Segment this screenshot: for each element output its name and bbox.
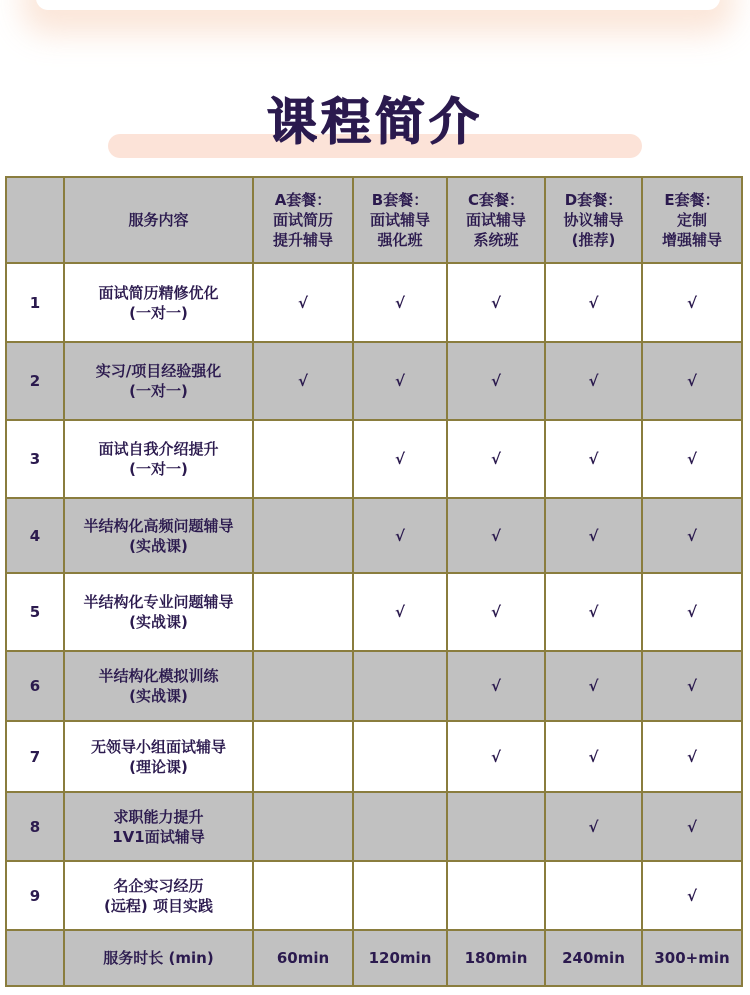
duration-row <box>6 930 742 986</box>
table-row <box>6 861 742 930</box>
service-line: (一对一) <box>129 303 188 322</box>
table-header-row <box>6 177 742 263</box>
header-line: (推荐) <box>571 231 616 249</box>
row-number: 6 <box>6 651 64 721</box>
header-line: A套餐： <box>274 191 332 209</box>
check-cell: √ <box>642 861 742 930</box>
check-cell <box>253 721 353 792</box>
header-line: 定制 <box>676 211 707 229</box>
table-row <box>6 498 742 573</box>
check-cell: √ <box>353 263 447 342</box>
check-cell: √ <box>545 573 642 651</box>
service-line: 1V1面试辅导 <box>112 827 205 846</box>
duration-cell: 240min <box>545 930 642 986</box>
course-table <box>5 176 743 987</box>
service-cell <box>64 498 253 573</box>
service-line: (一对一) <box>129 460 188 478</box>
check-cell: √ <box>545 342 642 420</box>
check-cell <box>253 573 353 651</box>
header-package-c <box>447 177 545 263</box>
check-cell: √ <box>447 263 545 342</box>
service-cell <box>64 861 253 930</box>
check-cell: √ <box>642 498 742 573</box>
service-cell <box>64 263 253 342</box>
header-line: 面试简历 <box>272 211 333 229</box>
table-row <box>6 420 742 498</box>
check-cell: √ <box>642 420 742 498</box>
service-line: (理论课) <box>129 757 188 776</box>
table-row <box>6 342 742 420</box>
check-cell <box>353 792 447 861</box>
row-number: 8 <box>6 792 64 861</box>
service-line: 面试简历精修优化 <box>98 283 219 302</box>
check-cell: √ <box>545 651 642 721</box>
header-line: 协议辅导 <box>563 211 624 229</box>
check-cell: √ <box>642 573 742 651</box>
header-package-d <box>545 177 642 263</box>
service-line: 半结构化高频问题辅导 <box>83 516 234 535</box>
header-line: E套餐： <box>664 191 720 209</box>
duration-cell: 300+min <box>642 930 742 986</box>
header-line: 系统班 <box>473 231 519 249</box>
service-line: 面试自我介绍提升 <box>98 440 219 458</box>
check-cell: √ <box>253 342 353 420</box>
service-line: (实战课) <box>129 687 188 705</box>
header-line: 面试辅导 <box>465 211 526 229</box>
header-service-cell: 服务内容 <box>64 177 253 263</box>
check-cell: √ <box>545 721 642 792</box>
check-cell <box>545 861 642 930</box>
check-cell: √ <box>642 792 742 861</box>
header-line: 面试辅导 <box>369 211 430 229</box>
table-row <box>6 263 742 342</box>
row-number: 7 <box>6 721 64 792</box>
check-cell: √ <box>642 651 742 721</box>
check-cell: √ <box>447 573 545 651</box>
row-number: 2 <box>6 342 64 420</box>
table-row <box>6 573 742 651</box>
service-line: (远程) 项目实践 <box>104 896 213 915</box>
check-cell <box>353 861 447 930</box>
row-number: 1 <box>6 263 64 342</box>
duration-label: 服务时长 (min) <box>64 930 253 986</box>
table-row <box>6 651 742 721</box>
duration-cell: 180min <box>447 930 545 986</box>
row-number: 9 <box>6 861 64 930</box>
table-row <box>6 792 742 861</box>
check-cell: √ <box>642 342 742 420</box>
check-cell: √ <box>545 498 642 573</box>
service-line: 半结构化专业问题辅导 <box>83 593 234 611</box>
check-cell: √ <box>353 420 447 498</box>
header-line: 提升辅导 <box>272 231 333 249</box>
header-line: 增强辅导 <box>661 231 722 249</box>
check-cell: √ <box>253 263 353 342</box>
check-cell: √ <box>642 263 742 342</box>
check-cell: √ <box>447 342 545 420</box>
check-cell: √ <box>545 263 642 342</box>
check-cell <box>353 651 447 721</box>
header-package-b <box>353 177 447 263</box>
check-cell: √ <box>353 498 447 573</box>
check-cell: √ <box>353 573 447 651</box>
header-package-e <box>642 177 742 263</box>
service-line: (一对一) <box>129 382 188 400</box>
row-number: 3 <box>6 420 64 498</box>
duration-cell: 120min <box>353 930 447 986</box>
service-line: 半结构化模拟训练 <box>98 667 219 685</box>
check-cell <box>253 861 353 930</box>
check-cell <box>253 498 353 573</box>
header-line: 强化班 <box>377 231 423 249</box>
check-cell <box>447 792 545 861</box>
row-number: 4 <box>6 498 64 573</box>
check-cell <box>253 792 353 861</box>
check-cell: √ <box>545 792 642 861</box>
service-cell <box>64 721 253 792</box>
service-line: 名企实习经历 <box>113 876 204 895</box>
service-line: (实战课) <box>129 536 188 555</box>
check-cell <box>253 651 353 721</box>
check-cell <box>253 420 353 498</box>
page-title: 课程简介 <box>267 93 483 151</box>
check-cell: √ <box>642 721 742 792</box>
duration-cell: 60min <box>253 930 353 986</box>
check-cell: √ <box>545 420 642 498</box>
check-cell: √ <box>447 498 545 573</box>
header-package-a <box>253 177 353 263</box>
check-cell: √ <box>353 342 447 420</box>
footer-number-cell <box>6 930 64 986</box>
check-cell: √ <box>447 420 545 498</box>
header-number-cell <box>6 177 64 263</box>
service-cell <box>64 573 253 651</box>
service-cell <box>64 651 253 721</box>
table-row <box>6 721 742 792</box>
check-cell: √ <box>447 651 545 721</box>
header-line: D套餐： <box>564 191 623 209</box>
top-card <box>36 0 720 10</box>
service-line: 求职能力提升 <box>113 807 204 826</box>
row-number: 5 <box>6 573 64 651</box>
service-line: (实战课) <box>129 613 188 631</box>
header-line: C套餐： <box>467 191 524 209</box>
service-cell <box>64 792 253 861</box>
service-cell <box>64 342 253 420</box>
check-cell: √ <box>447 721 545 792</box>
check-cell <box>353 721 447 792</box>
service-line: 实习/项目经验强化 <box>95 362 222 380</box>
header-line: B套餐： <box>371 191 429 209</box>
service-cell <box>64 420 253 498</box>
service-line: 无领导小组面试辅导 <box>90 737 226 756</box>
check-cell <box>447 861 545 930</box>
